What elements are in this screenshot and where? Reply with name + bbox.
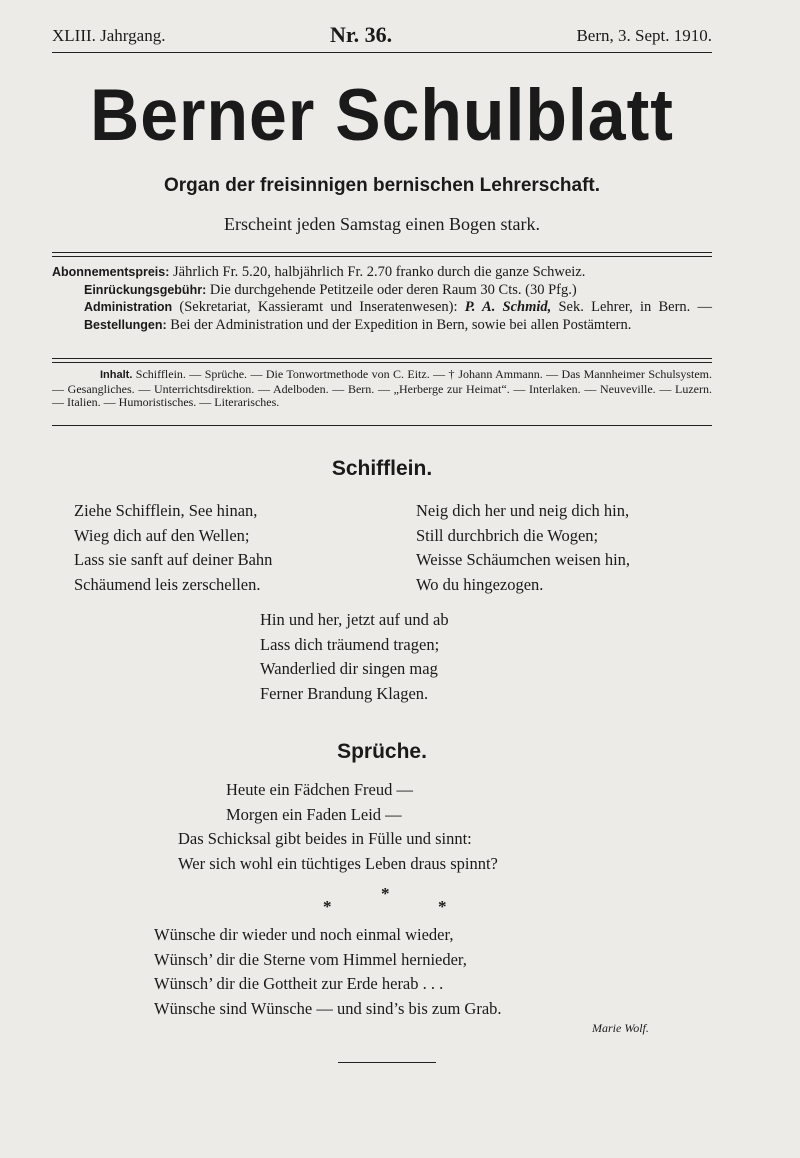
einr-text: Die durchgehende Petitzeile oder deren Raum 30 Cts. (30 Pfg.) [206,281,577,298]
poem-line: Lass dich träumend tragen; [260,634,440,654]
poem-line: Hin und her, jetzt auf und ab [260,610,449,629]
admin-line [52,299,712,334]
masthead-title: Berner Schulblatt [90,73,674,157]
issue-number: Nr. 36. [330,22,393,47]
sprueche-title: Sprüche. [337,740,427,763]
poem-line: Wo du hingezogen. [416,574,544,594]
schifflein-stanza-center [260,608,449,706]
inhalt-label: Inhalt. [100,369,133,381]
asterisk-left: * [323,897,332,916]
publication-note: Erscheint jeden Samstag einen Bogen stark. [224,214,540,234]
poem-line: Ferner Brandung Klagen. [260,683,429,703]
header-line [52,22,712,48]
volume-label: XLIII. Jahrgang. [52,26,166,45]
schifflein-stanza-left [74,499,272,597]
abo-label: Abonnementspreis: [52,265,170,279]
asterisk-top: * [381,884,390,903]
sprueche-stanza-1 [178,778,598,876]
poem-line: Wünsch’ dir die Gottheit zur Erde herab . . . [154,974,444,993]
poem-line: Wünsche sind Wünsche — und sind’s bis zum Grab. [154,998,502,1018]
poem-line: Weisse Schäumchen weisen hin, [416,550,631,569]
poem-line: Still durchbrich die Wogen; [416,525,599,545]
poem-line: Wer sich wohl ein tüchtiges Leben draus spinnt? [178,853,498,873]
poem-line: Wieg dich auf den Wellen; [74,525,250,545]
poem-line: Wünsche dir wieder und noch einmal wieder, [154,925,454,944]
poem-line: Neig dich her und neig dich hin, [416,501,630,520]
organ-subtitle: Organ der freisinnigen bernischen Lehrerschaft. [163,175,601,196]
poem-line: Wünsch’ dir die Sterne vom Himmel hernieder, [154,949,467,969]
poem-line: Lass sie sanft auf deiner Bahn [74,550,273,569]
double-rule-top [52,252,712,257]
poem-line: Wanderlied dir singen mag [260,659,438,678]
poem-line: Schäumend leis zerschellen. [74,574,261,594]
admin-name: P. A. Schmid, [464,299,552,315]
sprueche-stanza-2 [154,923,502,1021]
abo-line [52,264,712,282]
best-label: Bestellungen: [84,317,167,332]
subscription-info [52,264,712,334]
best-text: Bei der Administration und der Expedition in Bern, sowie bei allen Postämtern. [166,316,632,333]
schifflein-stanza-right [416,499,630,597]
inhalt-text: Schifflein. — Sprüche. — Die Tonwortmethode von C. Eitz. — † Johann Ammann. — Das Mannheimer Schulsystem. — Gesangliches. — Unterrichtsdirektion. — Adelboden. — Bern. — „Herberge zur Heimat“. — Interlaken. — Neuveville. — Luzern. — Italien. — Humoristisches. — Literarisches. [52,367,712,409]
einr-label: Einrückungsgebühr: [84,282,207,297]
poem-line: Heute ein Fädchen Freud — [226,780,413,799]
header-rule [52,52,712,53]
author-signature: Marie Wolf. [592,1021,649,1035]
admin-label: Administration [84,300,173,314]
poem-line: Ziehe Schifflein, See hinan, [74,501,258,520]
abo-text: Jährlich Fr. 5.20, halbjährlich Fr. 2.70 franko durch die ganze Schweiz. [169,264,586,280]
admin-text: (Sekretariat, Kassieramt und Inseratenwesen): [172,299,465,315]
asterisk-right: * [438,897,447,916]
contents-rule [52,425,712,426]
poem-line: Morgen ein Faden Leid — [226,804,402,824]
schifflein-title: Schifflein. [331,457,433,480]
double-rule-bottom [52,358,712,363]
end-rule [338,1062,436,1063]
einr-line [52,282,712,300]
poem-line: Das Schicksal gibt beides in Fülle und sinnt: [178,829,472,848]
table-of-contents [52,368,712,410]
admin-text2: Sek. Lehrer, in Bern. — [551,299,712,315]
place-date: Bern, 3. Sept. 1910. [576,26,712,45]
